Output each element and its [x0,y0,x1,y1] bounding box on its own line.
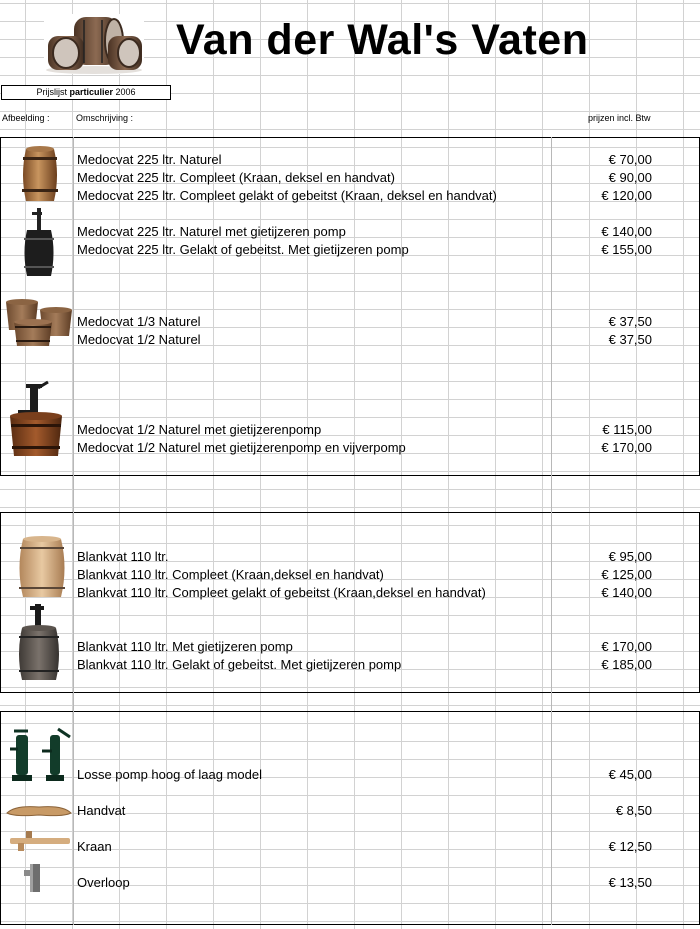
list-item: Medocvat 225 ltr. Naturel met gietijzeren pomp [77,224,346,239]
price: € 120,00 [601,188,652,203]
list-item: Medocvat 1/2 Naturel met gietijzerenpomp [77,422,322,437]
barrel-with-pump-icon [22,208,56,278]
list-item: Medocvat 1/2 Naturel [77,332,201,347]
price: € 12,50 [608,839,652,854]
light-barrel-icon [16,535,68,601]
list-item: Overloop [77,875,130,890]
price: € 90,00 [608,170,652,185]
wooden-handle-icon [5,801,73,819]
price: € 37,50 [608,314,652,329]
list-item: Blankvat 110 ltr. Met gietijzeren pomp [77,639,293,654]
list-item: Losse pomp hoog of laag model [77,767,263,782]
price: € 170,00 [601,639,652,654]
wooden-tap-icon [8,829,70,855]
overflow-pipe-icon [24,862,46,894]
price: € 70,00 [608,152,652,167]
cast-iron-pumps-icon [6,727,72,783]
list-item: Handvat [77,803,126,818]
price: € 170,00 [601,440,652,455]
list-item: Medocvat 1/3 Naturel [77,314,201,329]
subtitle-bold: particulier [69,87,113,97]
price: € 13,50 [608,875,652,890]
price: € 185,00 [601,657,652,672]
column-header-description: Omschrijving : [76,113,134,123]
wooden-barrel-icon [20,145,60,205]
column-header-price: prijzen incl. Btw [588,113,651,123]
price: € 8,50 [615,803,652,818]
price: € 115,00 [602,422,652,437]
subtitle-prefix: Prijslijst [36,87,67,97]
price: € 140,00 [601,224,652,239]
list-item: Blankvat 110 ltr. Compleet (Kraan,deksel en handvat) [77,567,384,582]
half-barrels-icon [4,298,72,348]
price-list-subtitle [1,85,171,100]
list-item: Medocvat 1/2 Naturel met gietijzerenpomp en vijverpomp [77,440,406,455]
list-item: Medocvat 225 ltr. Compleet (Kraan, deksel en handvat) [77,170,395,185]
barrels-logo-icon [44,14,144,74]
price: € 155,00 [601,242,652,257]
price: € 45,00 [608,767,652,782]
half-barrel-pump-icon [8,380,64,458]
list-item: Blankvat 110 ltr. [77,549,169,564]
list-item: Medocvat 225 ltr. Naturel [77,152,222,167]
dark-barrel-pump-icon [16,604,62,682]
price: € 95,00 [608,549,652,564]
list-item: Medocvat 225 ltr. Compleet gelakt of gebeitst (Kraan, deksel en handvat) [77,188,497,203]
list-item: Medocvat 225 ltr. Gelakt of gebeitst. Met gietijzeren pomp [77,242,409,257]
list-item: Kraan [77,839,112,854]
list-item: Blankvat 110 ltr. Gelakt of gebeitst. Met gietijzeren pomp [77,657,402,672]
column-header-image: Afbeelding : [2,113,50,123]
price: € 37,50 [608,332,652,347]
subtitle-year: 2006 [115,87,136,97]
page-title: Van der Wal's Vaten [176,16,589,64]
price: € 140,00 [601,585,652,600]
price: € 125,00 [601,567,652,582]
list-item: Blankvat 110 ltr. Compleet gelakt of gebeitst (Kraan,deksel en handvat) [77,585,486,600]
